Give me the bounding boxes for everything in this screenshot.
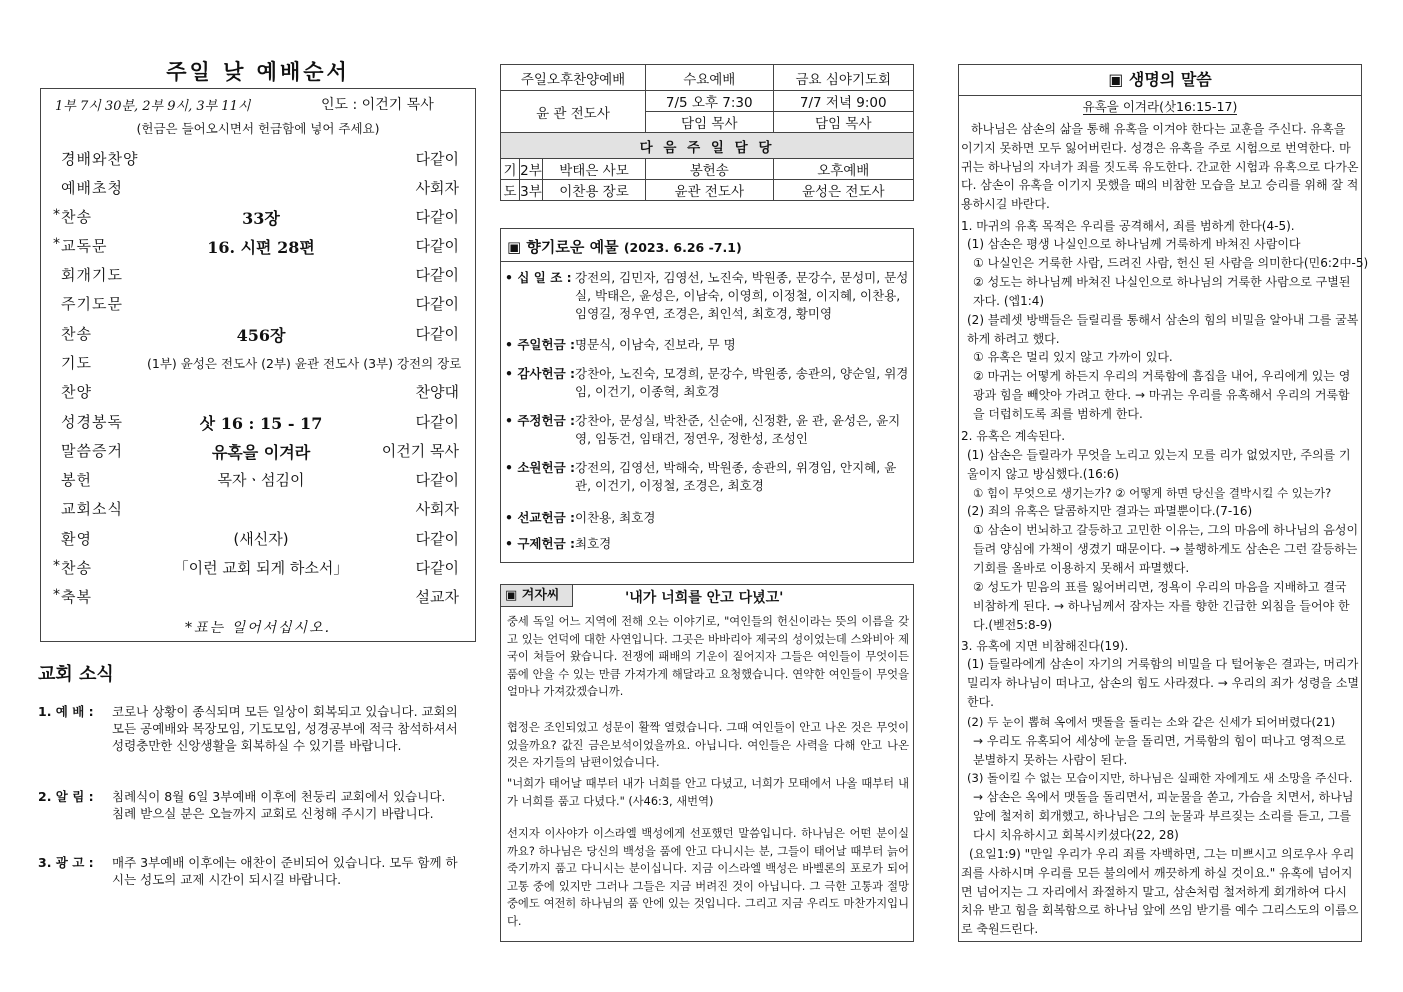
mustard-paragraph: 협정은 조인되었고 성문이 활짝 열렸습니다. 그때 여인들이 안고 나온 것은 무엇이었을까요? 값진 금은보석이었을까요. 아닙니다. 여인들은 사력을 다해 안고 나온 것은 자기들의 남편이었습니다. (507, 721, 909, 770)
sermon-title: ▣ 생명의 말씀 (959, 65, 1361, 96)
sermon-line: ① 유혹은 멀리 있지 않고 가까이 있다. (973, 350, 1173, 364)
order-label: 회개기도 (61, 266, 123, 284)
prayer-label: 기 (501, 159, 520, 180)
offering-song-head: 봉헌송 (646, 159, 774, 180)
sermon-subtitle: 유혹을 이겨라(삿16:15-17) (1082, 99, 1238, 114)
worship-order-box (40, 88, 476, 642)
sermon-line: 3. 유혹에 지면 비참해진다(19). (961, 639, 1129, 653)
order-row: 예배초청 사회자 (61, 179, 459, 197)
order-label: 축복 (61, 588, 92, 606)
order-label: 주기도문 (61, 295, 123, 313)
order-row: 찬양 찬양대 (61, 383, 459, 401)
news-item: 2. 알 림 : 침례식이 8월 6일 3부예배 이후에 천둥리 교회에서 있습니다. 침례 받으실 분은 오늘까지 교회로 신청해 주시기 바랍니다. (38, 789, 446, 821)
schedule-header: 금요 심야기도회 (773, 65, 913, 91)
sermon-line: (3) 돌이킬 수 없는 모습이지만, 하나님은 실패한 자에게도 새 소망을 주신다. (967, 771, 1353, 785)
sermon-line: (1) 들릴라에게 삼손이 자기의 거룩함의 비밀을 다 털어놓은 결과는, 머리가 밀리자 하나님이 떠나고, 삼손의 힘도 사라졌다. → 우리의 죄가 성령을 소멸한다. (967, 657, 1359, 709)
order-row: 성경봉독 삿 16 : 15 - 17 다같이 (61, 413, 459, 433)
sermon-line: ② 성도는 하나님께 바쳐진 나실인으로 하나님의 거룩한 사람으로 구별된 자다. (엡1:4) (973, 275, 1351, 308)
order-row: 말씀증거 유혹을 이겨라 이건기 목사 (61, 442, 459, 462)
next-sunday-title: 다 음 주 일 담 당 (501, 133, 914, 159)
sermon-line: ① 나실인은 거룩한 사람, 드려진 사람, 헌신 된 사람을 의미한다(민6:2中-5) (973, 256, 1369, 270)
sermon-line: 하나님은 삼손의 삶을 통해 유혹을 이겨야 한다는 교훈을 주신다. 유혹을 이기지 못하면 모두 잃어버린다. 성경은 유혹을 주로 시험으로 번역한다. 마귀는 하나님의 자녀가 죄를 짓도록 유도한다. 간교한 시험과 유혹으로 다가온다. 삼손이 유혹을 이기지 못했을 때의 비참한 모습을 보고 승리를 위해 잘 적용하시길 바란다. (961, 122, 1359, 212)
order-row: * 축복 설교자 (53, 587, 459, 606)
order-row: * 찬송 「이런 교회 되게 하소서」 다같이 (53, 558, 459, 577)
offering-item: • 구제헌금 : 최호경 (505, 536, 612, 551)
offerings-date: (2023. 6.26 -7.1) (623, 240, 742, 255)
stand-note: *표는 일어서십시오. (184, 620, 332, 636)
prayer-name: 이찬용 장로 (543, 180, 646, 201)
order-label: 찬송 (61, 208, 92, 226)
sermon-line: ② 마귀는 어떻게 하든지 우리의 거룩함에 흠집을 내어, 우리에게 있는 영광과 힘을 빼앗아 가려고 한다. → 마귀는 우리를 유혹해서 우리의 거룩함을 더럽히도록 죄를 범하게 한다. (973, 369, 1351, 421)
sermon-box (958, 64, 1369, 942)
schedule-cell: 담임 목사 (773, 112, 913, 133)
schedule-table (500, 64, 914, 201)
offering-item: • 주일헌금 : 명문식, 이남숙, 진보라, 무 명 (505, 337, 736, 352)
order-row: * 찬송 33장 다같이 (53, 207, 459, 228)
sermon-line: (2) 죄의 유혹은 달콤하지만 결과는 파멸뿐이다.(7-16) (967, 504, 1253, 518)
order-title: 주일 낮 예배순서 (166, 59, 350, 84)
order-label: 경배와찬양 (61, 150, 139, 168)
mustard-paragraph: 중세 독일 어느 지역에 전해 오는 이야기로, "여인들의 헌신이라는 뜻의 이름을 갖고 있는 언덕에 대한 사연입니다. 그곳은 바바리아 제국의 성이었는데 스와비아 제국이 쳐들어 왔습니다. 전쟁에 패배의 기운이 짙어지자 그들은 여인들이 무엇이든 품에 안을 수 있는 만큼 가져가게 해달라고 요청했습니다. 연약한 여인들이 무엇을 얼마나 가져갔겠습니까. (507, 615, 909, 699)
order-label: 찬송 (61, 325, 92, 343)
mustard-paragraph: 선지자 이사야가 이스라엘 백성에게 선포했던 말씀입니다. 하나님은 어떤 분이실까요? 하나님은 당신의 백성을 품에 안고 다니시는 분, 그들이 태어날 때부터 늙어 죽기까지 품고 다니시는 분이십니다. 지금 이스라엘 백성은 바벨론의 포로가 되어 고통 중에 있지만 그러나 그들은 지금 버려진 것이 아닙니다. 그 극한 고통과 절망 중에도 여전히 하나님의 품 안에 있는 것입니다. 그리고 지금 우리도 마찬가지입니다. (507, 827, 909, 928)
order-label: 교회소식 (61, 500, 123, 518)
mustard-seed-box (500, 584, 914, 942)
schedule-cell: 7/7 저녁 9:00 (773, 91, 913, 112)
order-row: 찬송 456장 다같이 (61, 325, 459, 345)
prayer-name: 박태은 사모 (543, 159, 646, 180)
offering-song-name: 윤관 전도사 (646, 180, 774, 201)
schedule-cell: 윤 관 전도사 (501, 91, 646, 133)
offering-item: • 선교헌금 : 이찬용, 최호경 (505, 510, 656, 525)
sermon-line: 2. 유혹은 계속된다. (961, 429, 1066, 443)
prayer-label: 도 (501, 180, 520, 201)
schedule-cell: 7/5 오후 7:30 (646, 91, 774, 112)
sermon-line: (1) 삼손은 평생 나실인으로 하나님께 거룩하게 바쳐진 사람이다 (967, 237, 1301, 251)
schedule-cell: 담임 목사 (646, 112, 774, 133)
pm-service-name: 윤성은 전도사 (773, 180, 913, 201)
square-icon: ▣ (507, 238, 527, 256)
order-label: 교독문 (61, 237, 108, 255)
sermon-line: 1. 마귀의 유혹 목적은 우리를 공격해서, 죄를 범하게 한다(4-5). (961, 219, 1295, 233)
schedule-header: 수요예배 (646, 65, 774, 91)
offering-item: • 주정헌금 : 강찬아, 문성실, 박찬준, 신순애, 신정환, 윤 관, 윤성은, 윤지영, 임동건, 임태건, 정연우, 정한성, 조성인 (505, 413, 901, 446)
order-row: 회개기도 다같이 (61, 266, 459, 284)
order-row: 경배와찬양 다같이 (61, 150, 459, 168)
order-label: 예배초청 (61, 179, 123, 197)
order-label: 찬양 (61, 383, 92, 401)
order-row: 환영 (새신자) 다같이 (61, 530, 459, 548)
offering-item: • 소원헌금 : 강전의, 김영선, 박해숙, 박원종, 송관의, 위경임, 안지혜, 윤 관, 이건기, 이정철, 조경은, 최호경 (505, 460, 897, 493)
news-title: 교회 소식 (38, 664, 114, 685)
offering-note: (헌금은 들어오시면서 헌금함에 넣어 주세요) (136, 121, 380, 136)
order-row: 봉헌 목자ㆍ섬김이 다같이 (61, 471, 459, 489)
order-row: * 교독문 16. 시편 28편 다같이 (53, 236, 459, 257)
order-label: 환영 (61, 530, 92, 548)
order-row: 기도 (1부) 윤성은 전도사 (2부) 윤관 전도사 (3부) 강전의 장로 (61, 354, 462, 372)
order-label: 말씀증거 (61, 442, 123, 460)
sermon-line: ① 힘이 무엇으로 생기는가? ② 어떻게 하면 당신을 결박시킬 수 있는가? (973, 486, 1332, 500)
sermon-line: (요일1:9) "만일 우리가 우리 죄를 자백하면, 그는 미쁘시고 의로우사 우리 죄를 사하시며 우리를 모든 불의에서 깨끗하게 하실 것이요." 유혹에 넘어지면 넘어지는 그 자리에서 좌절하지 말고, 삼손처럼 철저하게 회개하여 다시 치유 받고 힘을 회복함으로 하나님 앞에 쓰임 받기를 예수 그리스도의 이름으로 축원드린다. (961, 847, 1359, 937)
service-times: 1부 7시 30분, 2부 9시, 3부 11시 (55, 99, 251, 114)
news-item: 1. 예 배 : 코로나 상황이 종식되며 모든 일상이 회복되고 있습니다. 교회의 모든 공예배와 목장모임, 기도모임, 성경공부에 적극 참석하셔서 성령충만한 신앙생활을 회복하실 수 있기를 바랍니다. (38, 704, 458, 753)
sermon-line: (2) 두 눈이 뽑혀 옥에서 맷돌을 돌리는 소와 같은 신세가 되어버렸다(21) (967, 715, 1336, 729)
sermon-line: (2) 블레셋 방백들은 들릴리를 통해서 삼손의 힘의 비밀을 알아내 그를 굴복하게 하려고 했다. (967, 313, 1359, 346)
order-row: 주기도문 다같이 (61, 295, 459, 313)
sermon-line: → 우리도 유혹되어 세상에 눈을 돌리면, 거룩함의 힘이 떠나고 영적으로 분별하지 못하는 사람이 된다. (973, 734, 1346, 767)
sermon-line: ② 성도가 믿음의 표를 잃어버리면, 정욕이 우리의 마음을 지배하고 결국 비참하게 된다. → 하나님께서 잠자는 자를 향한 긴급한 외침을 들어야 한다.(벧전5:8-9) (973, 580, 1350, 632)
order-label: 성경봉독 (61, 413, 123, 431)
prayer-service: 3부 (520, 180, 543, 201)
prayer-service: 2부 (520, 159, 543, 180)
sermon-line: ① 삼손이 번뇌하고 갈등하고 고민한 이유는, 그의 마음에 하나님의 음성이 들려 양심에 가책이 생겼기 때문이다. → 불행하게도 삼손은 그런 갈등하는 기회를 올바로 이용하지 못해서 파멸했다. (973, 523, 1359, 575)
order-label: 기도 (61, 354, 92, 372)
news-item: 3. 광 고 : 매주 3부예배 이후에는 애찬이 준비되어 있습니다. 모두 함께 하시는 성도의 교제 시간이 되시길 바랍니다. (38, 855, 458, 887)
mustard-title: '내가 너희를 안고 다녔고' (625, 590, 784, 606)
service-leader: 인도 : 이건기 목사 (321, 97, 434, 113)
offerings-title: ▣ 향기로운 예물 (2023. 6.26 -7.1) (507, 238, 742, 256)
order-label: 찬송 (61, 559, 92, 577)
offering-item: • 십 일 조 : 강전의, 김민자, 김영선, 노진숙, 박원종, 문강수, 문성미, 문성실, 박태은, 윤성은, 이남숙, 이영희, 이정철, 이지혜, 이찬용, 임영길, 정우연, 조경은, 최인석, 최호경, 황미영 (505, 270, 909, 321)
offering-item: • 감사헌금 : 강찬아, 노진숙, 모경희, 문강수, 박원종, 송관의, 양순일, 위경임, 이건기, 이종혁, 최호경 (505, 366, 909, 399)
pm-service-head: 오후예배 (773, 159, 913, 180)
mustard-label: ▣ 겨자씨 (501, 585, 573, 607)
mustard-paragraph: "너희가 태어날 때부터 내가 너희를 안고 다녔고, 너희가 모태에서 나올 때부터 내가 너희를 품고 다녔다." (사46:3, 새번역) (507, 777, 909, 808)
order-label: 봉헌 (61, 471, 92, 489)
schedule-header: 주일오후찬양예배 (501, 65, 646, 91)
offerings-box (500, 228, 914, 563)
sermon-line: → 삼손은 옥에서 맷돌을 돌리면서, 피눈물을 쏟고, 가슴을 치면서, 하나님 앞에 철저히 회개했고, 하나님은 그의 눈물과 부르짖는 소리를 듣고, 그를 다시 치유하시고 회복시키셨다(22, 28) (973, 790, 1354, 842)
sermon-line: (1) 삼손은 들릴라가 무엇을 노리고 있는지 모를 리가 없었지만, 주의를 기울이지 않고 방심했다.(16:6) (967, 448, 1351, 481)
order-row: 교회소식 사회자 (61, 500, 459, 518)
